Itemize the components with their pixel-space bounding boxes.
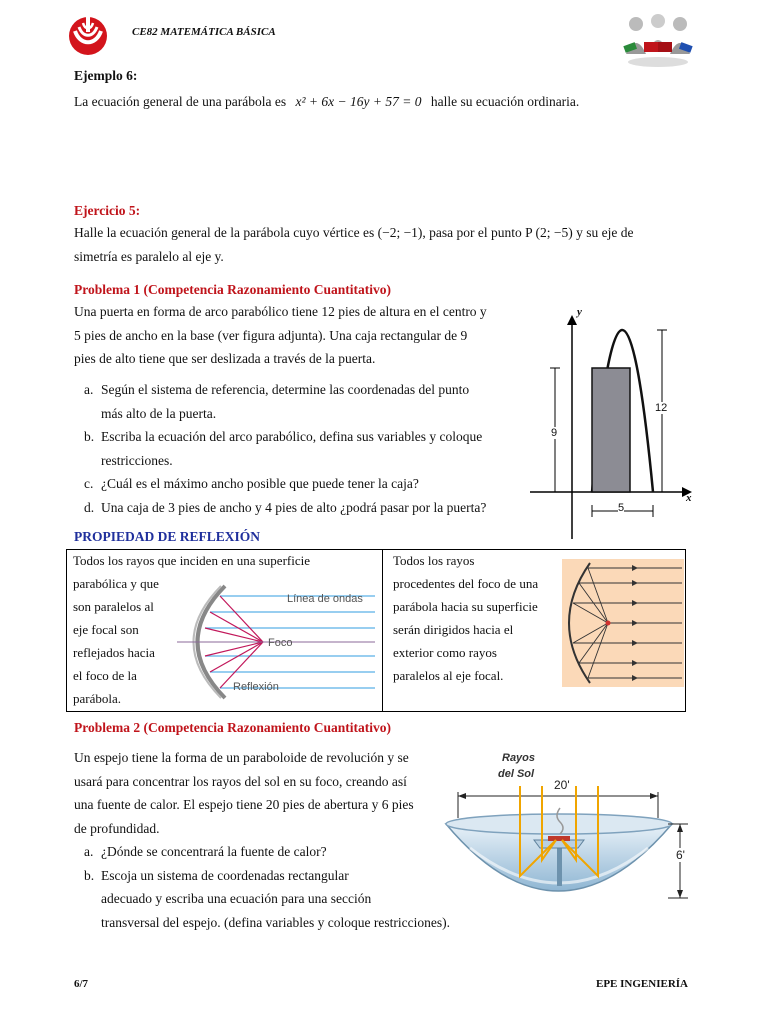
paragraph-line: serán dirigidos hacia el (393, 622, 514, 637)
mirror-depth-label: 6' (676, 848, 685, 862)
course-title: CE82 MATEMÁTICA BÁSICA (132, 26, 276, 38)
ejercicio-title: Ejercicio 5: (74, 203, 141, 218)
paragraph-line: una fuente de calor. El espejo tiene 20 pies de abertura y 6 pies (74, 797, 414, 812)
propiedad-right-text (393, 549, 538, 687)
list-item-line: Escoja un sistema de coordenadas rectangular (101, 867, 349, 883)
paragraph-line: exterior como rayos (393, 645, 497, 660)
paragraph-line: usará para concentrar los rayos del sol en su foco, creando así (74, 773, 407, 789)
figure-height-label: 12 (655, 402, 668, 414)
reflection-outgoing-figure (562, 559, 684, 687)
list-item-line: ¿Cuál es el máximo ancho posible que puede tener la caja? (101, 476, 419, 491)
propiedad-divider (382, 549, 383, 712)
ejemplo-text-before: La ecuación general de una parábola es (74, 94, 287, 109)
paragraph-line: parabólica y que (73, 576, 159, 591)
paragraph-line: el foco de la (73, 668, 137, 683)
problema2-items (74, 840, 450, 934)
focus-label: Foco (268, 637, 293, 649)
list-item-line: Una caja de 3 pies de ancho y 4 pies de alto ¿podrá pasar por la puerta? (101, 499, 487, 515)
people-reading-icon (620, 14, 696, 68)
paragraph-line: Todos los rayos (393, 553, 475, 568)
paragraph-line: eje focal son (73, 622, 139, 637)
problema2-title: Problema 2 (Competencia Razonamiento Cuantitativo) (74, 720, 391, 735)
problema1-items (74, 378, 486, 519)
paragraph-line: Todos los rayos que inciden en una superficie (73, 553, 310, 568)
list-item (74, 472, 486, 496)
reflection-label: Reflexión (233, 681, 279, 693)
paragraph-line: de profundidad. (74, 820, 160, 836)
list-item (74, 840, 450, 864)
figure-y-label: y (577, 306, 582, 318)
list-item-line: Escriba la ecuación del arco parabólico, defina sus variables y coloque (101, 429, 483, 444)
list-marker: a. (84, 382, 94, 397)
list-item-line: más alto de la puerta. (101, 405, 217, 421)
list-marker: a. (84, 844, 94, 859)
ejemplo-text-after: halle su ecuación ordinaria. (430, 94, 580, 109)
figure-x-label: x (686, 492, 692, 504)
figure-width-label: 5 (618, 502, 625, 514)
list-item (74, 496, 486, 520)
list-marker: d. (84, 499, 95, 515)
paragraph-line: reflejados hacia (73, 645, 155, 660)
list-item (74, 864, 450, 935)
paragraph-line: Una puerta en forma de arco parabólico tiene 12 pies de altura en el centro y (74, 304, 487, 319)
paragraph-line: parábola hacia su superficie (393, 599, 538, 614)
page-number: 6/7 (74, 978, 89, 990)
problema1-body (74, 300, 487, 371)
paragraph-line: procedentes del foco de una (393, 576, 539, 591)
mirror-rays-label: Rayos (502, 752, 536, 764)
ejercicio-line1: Halle la ecuación general de la parábola cuyo vértice es (−2; −1), pasa por el punto P (2; −5) y su eje de (74, 225, 634, 240)
paragraph-line: son paralelos al (73, 599, 154, 614)
paragraph-line: parábola. (73, 691, 122, 706)
paragraph-line: 5 pies de ancho en la base (ver figura adjunta). Una caja rectangular de 9 (74, 327, 468, 343)
ejemplo-statement (74, 90, 579, 114)
list-item-line: transversal del espejo. (defina variables y coloque restricciones). (101, 914, 450, 930)
waves-label: Línea de ondas (287, 593, 363, 605)
paragraph-line: Un espejo tiene la forma de un paraboloide de revolución y se (74, 750, 409, 765)
mirror-width-label: 20' (554, 778, 570, 792)
figure-box-label: 9 (551, 427, 558, 439)
list-item-line: adecuado y escriba una ecuación para una sección (101, 891, 372, 906)
problema2-body (74, 746, 414, 840)
footer-school: EPE INGENIERÍA (596, 978, 688, 990)
list-item-line: Según el sistema de referencia, determine las coordenadas del punto (101, 382, 470, 397)
door-parabola-figure (520, 305, 700, 540)
upc-logo-icon (66, 14, 110, 56)
reflection-incoming-figure (175, 584, 380, 704)
problema1-title: Problema 1 (Competencia Razonamiento Cuantitativo) (74, 282, 391, 297)
propiedad-title: PROPIEDAD DE REFLEXIÓN (74, 529, 261, 544)
ejemplo-title: Ejemplo 6: (74, 68, 138, 83)
paragraph-line: pies de alto tiene que ser deslizada a través de la puerta. (74, 351, 376, 366)
ejemplo-equation: x² + 6x − 16y + 57 = 0 (295, 94, 422, 109)
list-item (74, 425, 486, 472)
list-marker: c. (84, 476, 94, 491)
ejercicio-line2: simetría es paralelo al eje y. (74, 249, 224, 264)
mirror-sun-label: del Sol (498, 768, 535, 780)
list-marker: b. (84, 867, 95, 883)
list-item-line: ¿Dónde se concentrará la fuente de calor? (101, 844, 327, 859)
list-item-line: restricciones. (101, 452, 173, 468)
parabolic-mirror-figure (440, 748, 700, 918)
list-item (74, 378, 486, 425)
paragraph-line: paralelos al eje focal. (393, 668, 504, 683)
list-marker: b. (84, 429, 95, 444)
